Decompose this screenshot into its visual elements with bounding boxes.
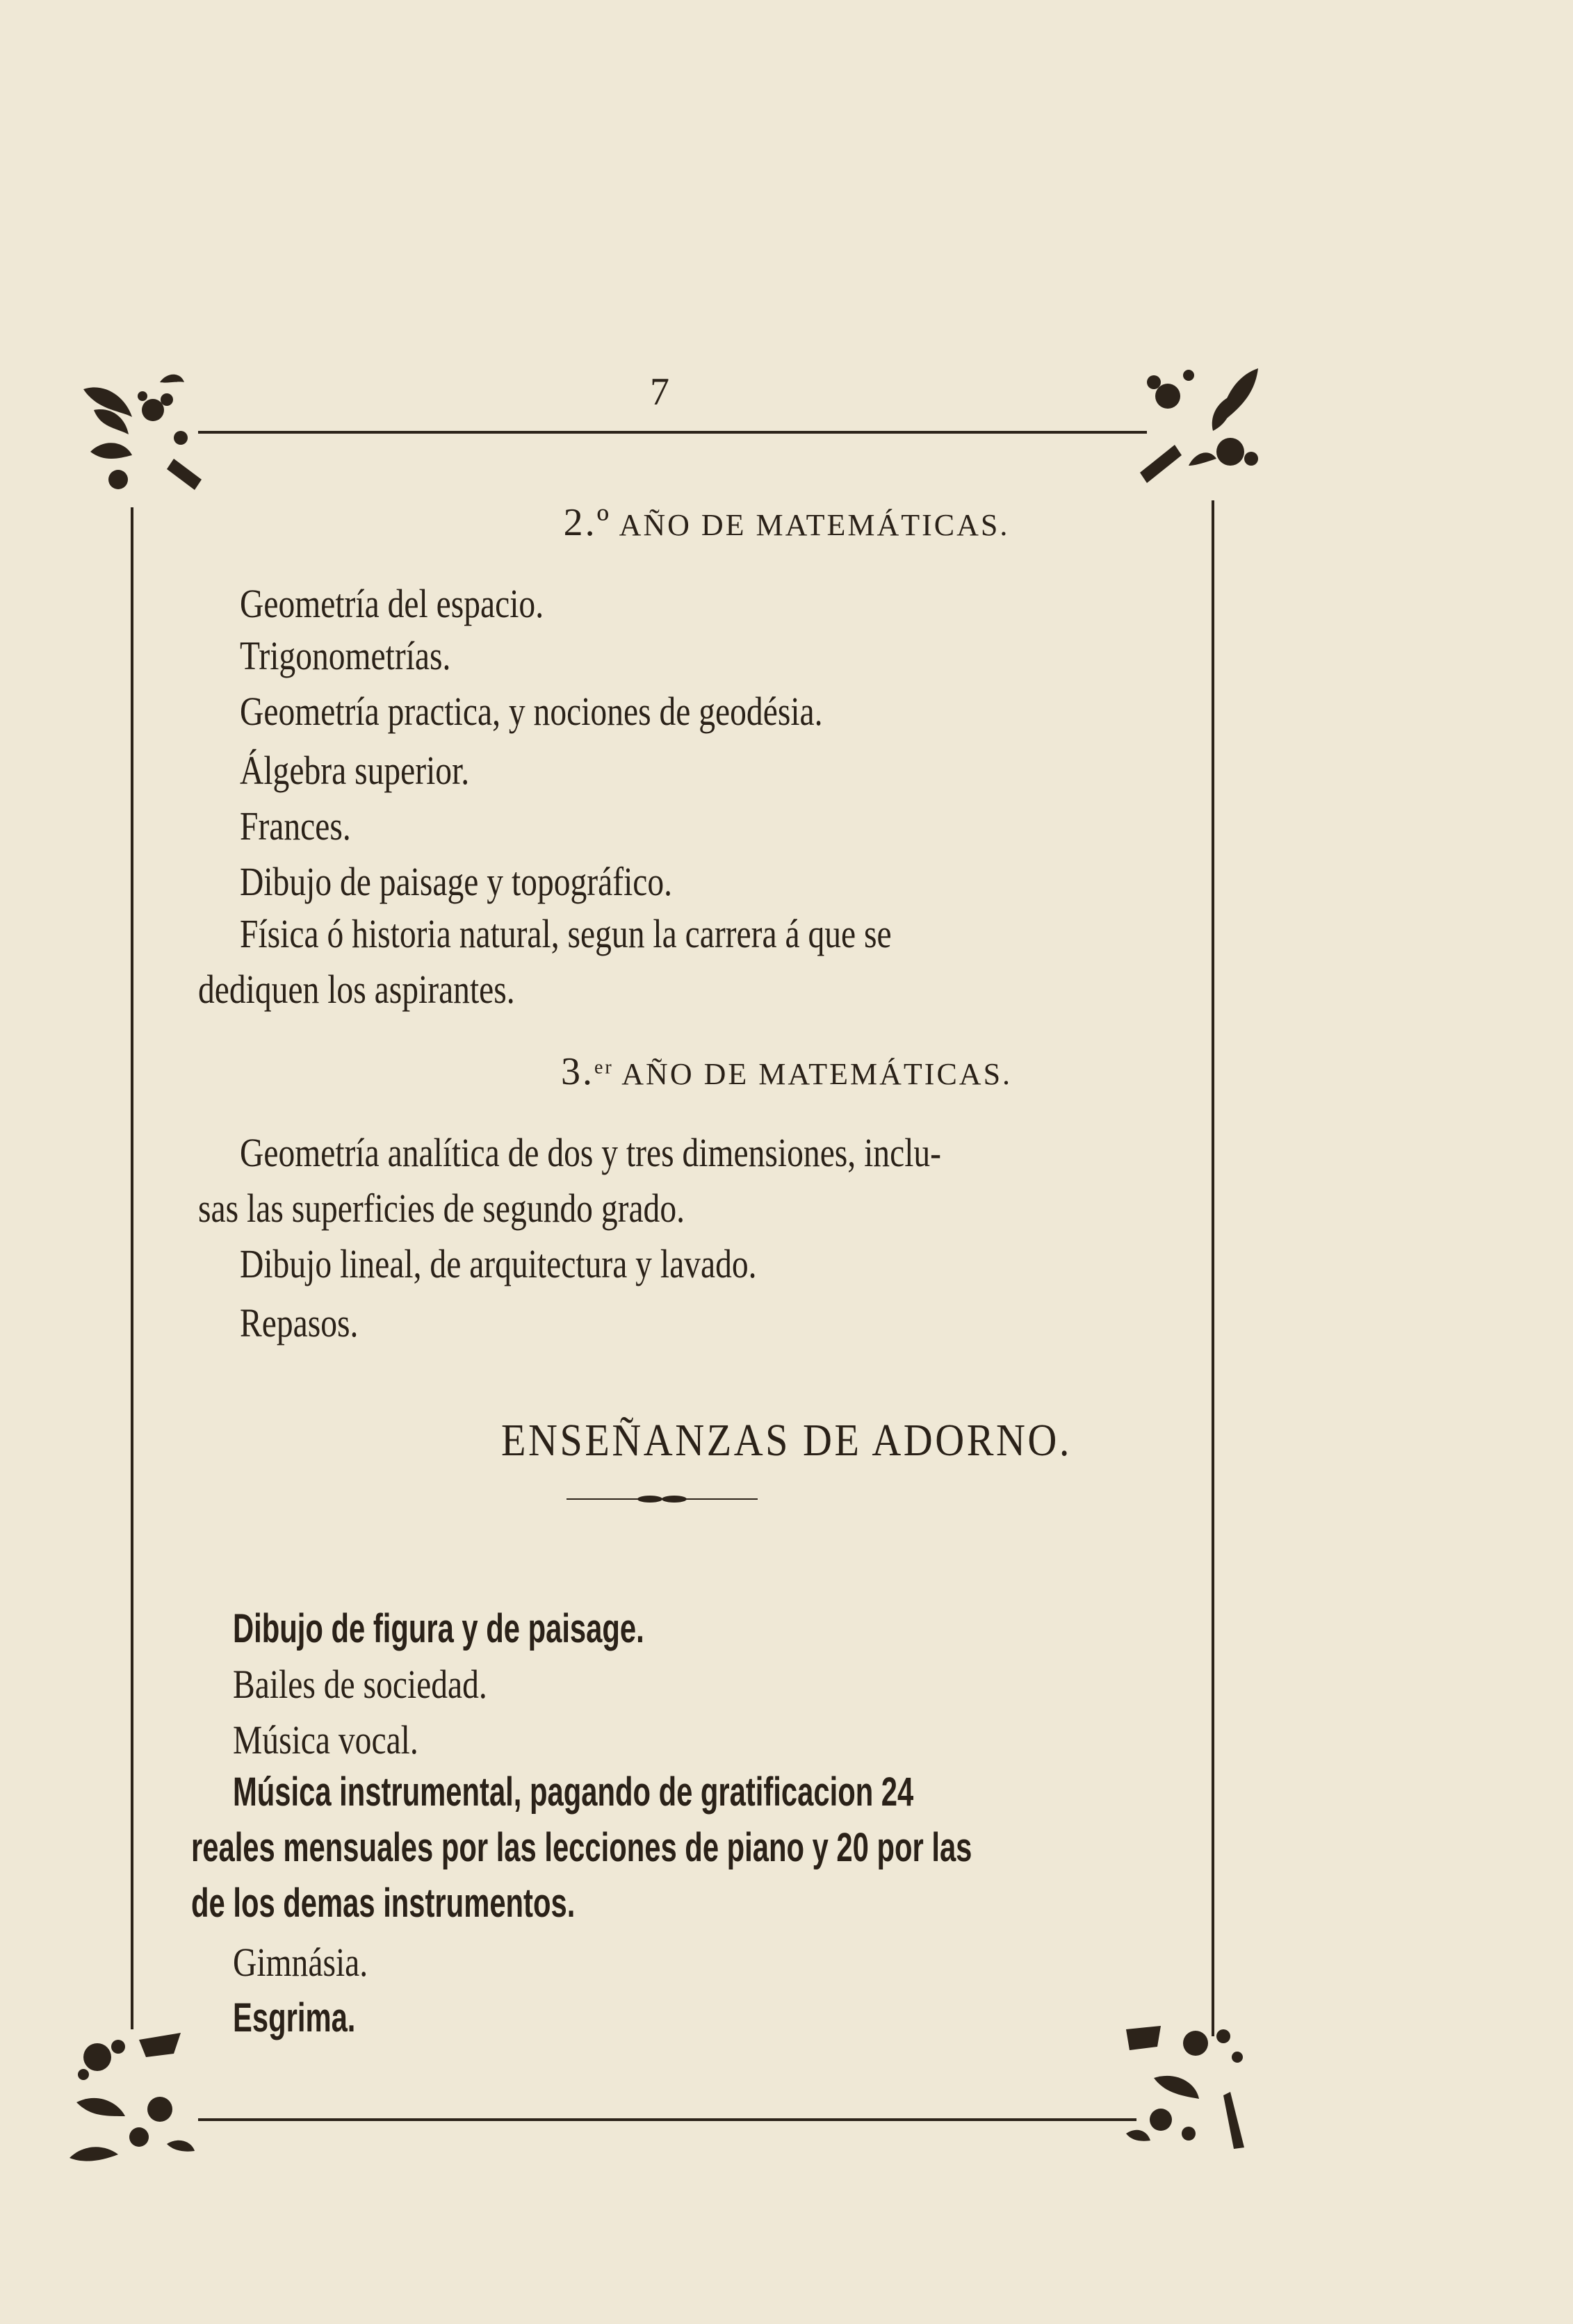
top-border-rule (198, 431, 1147, 434)
third-year-heading (0, 1049, 1573, 1094)
second-year-line: dediquen los aspirantes. (198, 967, 515, 1012)
second-year-line: Geometría practica, y nociones de geodésia. (240, 689, 823, 734)
adorno-line: Música instrumental, pagando de gratificacion 24 (233, 1769, 914, 1815)
second-year-line: Dibujo de paisage y topográfico. (240, 859, 673, 904)
corner-ornament-bottom-left-icon (63, 2026, 202, 2165)
ornamental-divider-icon (567, 1496, 758, 1503)
corner-ornament-bottom-right-icon (1112, 2015, 1251, 2154)
adorno-line: Esgrima. (233, 1995, 356, 2040)
adorno-line: Música vocal. (233, 1717, 418, 1762)
third-year-heading-number: 3. (560, 1050, 594, 1093)
right-border-rule (1212, 500, 1214, 2036)
second-year-line: Frances. (240, 803, 351, 849)
adorno-section-title: ENSEÑANZAS DE ADORNO. (501, 1415, 1072, 1466)
adorno-line: reales mensuales por las lecciones de piano y 20 por las (191, 1825, 972, 1870)
left-border-rule (131, 507, 133, 2029)
second-year-line: Álgebra superior. (240, 748, 470, 793)
adorno-line: de los demas instrumentos. (191, 1881, 576, 1926)
second-year-line: Trigonometrías. (240, 633, 451, 678)
third-year-line: Repasos. (240, 1300, 359, 1345)
corner-ornament-top-left-icon (76, 368, 215, 507)
adorno-line: Dibujo de figura y de paisage. (233, 1606, 644, 1651)
second-year-heading-number: 2.º (563, 501, 611, 544)
page-number: 7 (650, 370, 669, 414)
second-year-heading-text: AÑO DE MATEMÁTICAS. (619, 508, 1010, 542)
bottom-border-rule (198, 2118, 1136, 2121)
adorno-line: Bailes de sociedad. (233, 1662, 487, 1707)
corner-ornament-top-right-icon (1126, 354, 1265, 493)
second-year-line: Geometría del espacio. (240, 581, 544, 626)
third-year-line: sas las superficies de segundo grado. (198, 1186, 685, 1231)
third-year-line: Geometría analítica de dos y tres dimensiones, inclu- (240, 1130, 942, 1175)
second-year-heading (0, 500, 1573, 545)
second-year-line: Física ó historia natural, segun la carrera á que se (240, 911, 892, 956)
third-year-heading-superscript: er (594, 1056, 614, 1079)
third-year-line: Dibujo lineal, de arquitectura y lavado. (240, 1241, 757, 1286)
third-year-heading-text: AÑO DE MATEMÁTICAS. (621, 1057, 1013, 1091)
adorno-line: Gimnásia. (233, 1940, 368, 1985)
